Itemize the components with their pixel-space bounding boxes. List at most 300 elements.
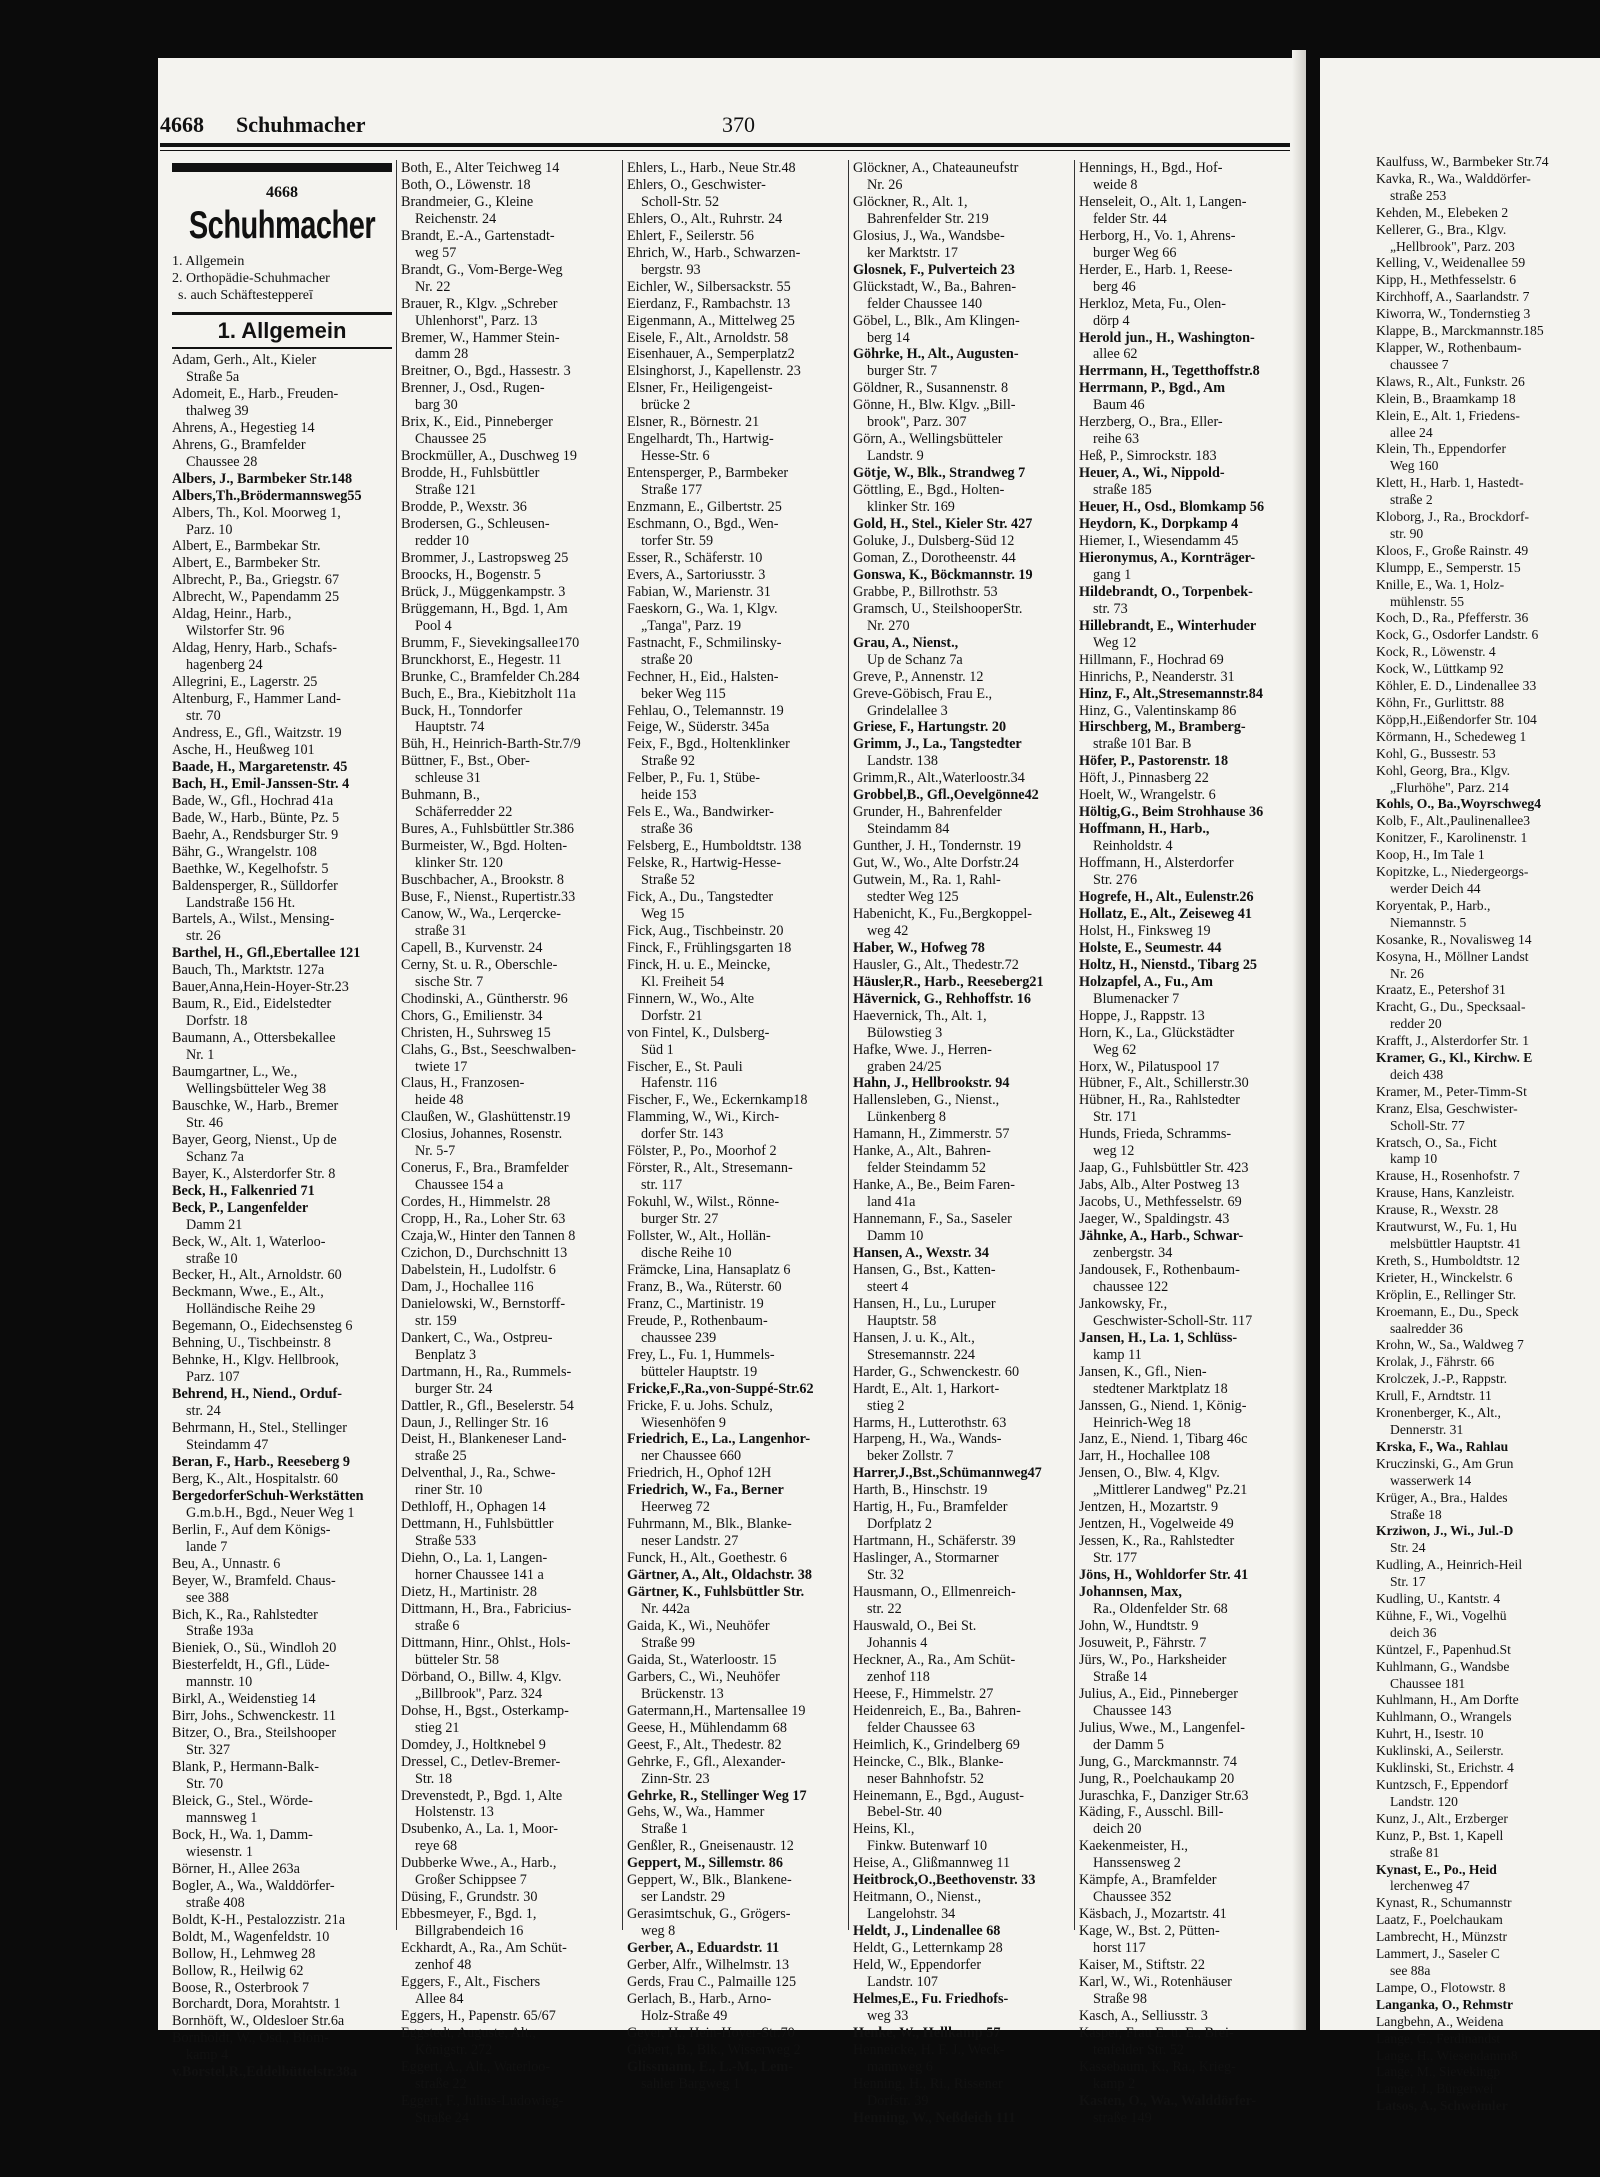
entry-continuation: Ra., Oldenfelder Str. 68 bbox=[1093, 1601, 1228, 1618]
entry-continuation: str. 70 bbox=[186, 708, 221, 725]
entry-continuation: „Hellbrook", Parz. 203 bbox=[1390, 238, 1515, 254]
entry-continuation: Straße 92 bbox=[641, 753, 695, 770]
directory-entry: Kosanke, R., Novalisweg 14 bbox=[1376, 931, 1532, 947]
directory-entry: Eschmann, O., Bgd., Wen- bbox=[627, 516, 779, 533]
directory-entry: Buhmann, B., bbox=[401, 787, 480, 804]
directory-entry: Dabelstein, H., Ludolfstr. 6 bbox=[401, 1261, 556, 1278]
entry-continuation: Str. 46 bbox=[186, 1114, 224, 1131]
entry-continuation: straße 20 bbox=[641, 651, 693, 668]
directory-entry: Andress, E., Gfl., Waitzstr. 19 bbox=[172, 724, 342, 741]
directory-entry: Kroemann, E., Du., Speck bbox=[1376, 1303, 1519, 1319]
directory-entry: Hävernick, G., Rehhoffstr. 16 bbox=[853, 990, 1031, 1007]
directory-entry: Ahrens, G., Bramfelder bbox=[172, 436, 306, 453]
directory-entry: Henke, W., Hellkamp 57 bbox=[853, 2024, 1001, 2041]
entry-continuation: klinker Str. 120 bbox=[415, 855, 503, 872]
directory-entry: Freude, P., Rothenbaum- bbox=[627, 1312, 768, 1329]
directory-entry: Gutwein, M., Ra. 1, Rahl- bbox=[853, 872, 1001, 889]
directory-entry: Herrmann, H., Tegetthoffstr.8 bbox=[1079, 363, 1260, 380]
directory-entry: Hollatz, E., Alt., Zeiseweg 41 bbox=[1079, 905, 1252, 922]
directory-entry: Fokuhl, W., Wilst., Rönne- bbox=[627, 1194, 780, 1211]
directory-entry: Baldensperger, R., Sülldorfer bbox=[172, 877, 338, 894]
directory-entry: Beck, W., Alt. 1, Waterloo- bbox=[172, 1233, 326, 1250]
directory-entry: Burmeister, W., Bgd. Holten- bbox=[401, 838, 568, 855]
directory-entry: Adomeit, E., Harb., Freuden- bbox=[172, 385, 339, 402]
entry-continuation: deich 20 bbox=[1093, 1821, 1142, 1838]
entry-continuation: Bülowstieg 3 bbox=[867, 1024, 943, 1041]
directory-entry: Bock, H., Wa. 1, Damm- bbox=[172, 1826, 313, 1843]
directory-entry: Kock, W., Lüttkamp 92 bbox=[1376, 661, 1504, 677]
directory-entry: Krause, R., Wexstr. 28 bbox=[1376, 1202, 1499, 1218]
directory-entry: Laatz, F., Poelchaukam bbox=[1376, 1912, 1503, 1928]
directory-entry: Büttner, F., Bst., Ober- bbox=[401, 753, 530, 770]
directory-entry: Friedrich, H., Ophof 12H bbox=[627, 1465, 772, 1482]
directory-entry: Kloborg, J., Ra., Brockdorf- bbox=[1376, 509, 1530, 525]
directory-entry: Enzmann, E., Gilbertstr. 25 bbox=[627, 499, 782, 516]
directory-entry: Köpp,H.,Eißendorfer Str. 104 bbox=[1376, 711, 1537, 727]
entry-continuation: Nr. 442a bbox=[641, 1601, 690, 1618]
entry-continuation: Niemannstr. 5 bbox=[1390, 914, 1467, 930]
entry-continuation: burger Str. 27 bbox=[641, 1211, 719, 1228]
directory-entry: Bartels, A., Wilst., Mensing- bbox=[172, 911, 335, 928]
directory-entry: Haevernick, Th., Alt. 1, bbox=[853, 1007, 987, 1024]
entry-continuation: str. 22 bbox=[867, 1601, 902, 1618]
entry-continuation: straße 149 bbox=[1093, 2109, 1152, 2126]
entry-continuation: mannsweg 1 bbox=[186, 1809, 258, 1826]
entry-continuation: brook", Parz. 307 bbox=[867, 414, 967, 431]
directory-entry: Glosius, J., Wa., Wandsbe- bbox=[853, 227, 1005, 244]
entry-continuation: Str. 24 bbox=[1390, 1540, 1426, 1556]
entry-continuation: beker Zollstr. 7 bbox=[867, 1448, 954, 1465]
entry-continuation: thalweg 39 bbox=[186, 402, 249, 419]
directory-entry: Göttling, E., Bgd., Holten- bbox=[853, 482, 1005, 499]
directory-entry: Dressel, C., Detlev-Bremer- bbox=[401, 1753, 561, 1770]
directory-entry: Dietz, H., Martinistr. 28 bbox=[401, 1584, 537, 1601]
directory-entry: Follster, W., Alt., Hollän- bbox=[627, 1228, 771, 1245]
entry-continuation: Straße 193a bbox=[186, 1623, 254, 1640]
directory-entry: Bach, H., Emil-Janssen-Str. 4 bbox=[172, 775, 350, 792]
entry-continuation: Stresemannstr. 224 bbox=[867, 1346, 975, 1363]
entry-continuation: Baum 46 bbox=[1093, 397, 1145, 414]
book-gutter bbox=[1306, 40, 1320, 2030]
directory-entry: Allegrini, E., Lagerstr. 25 bbox=[172, 674, 318, 691]
directory-entry: Kelling, V., Weidenallee 59 bbox=[1376, 255, 1526, 271]
directory-entry: Hirschberg, M., Bramberg- bbox=[1079, 719, 1246, 736]
entry-continuation: lande 7 bbox=[186, 1538, 228, 1555]
entry-continuation: Parz. 10 bbox=[186, 521, 233, 538]
entry-continuation: ser Landstr. 29 bbox=[641, 1889, 725, 1906]
directory-entry: Kynast, E., Po., Heid bbox=[1376, 1861, 1497, 1877]
directory-entry: Hillebrandt, E., Winterhuder bbox=[1079, 617, 1257, 634]
entry-continuation: Süd 1 bbox=[641, 1041, 674, 1058]
directory-entry: Kaulfuss, W., Barmbeker Str.74 bbox=[1376, 154, 1549, 169]
entry-continuation: bütteler Hauptstr. 19 bbox=[641, 1363, 758, 1380]
directory-entry: Jensen, O., Blw. 4, Klgv. bbox=[1079, 1465, 1220, 1482]
directory-entry: Bauschke, W., Harb., Bremer bbox=[172, 1097, 339, 1114]
directory-entry: BergedorferSchuh-Werkstätten bbox=[172, 1487, 364, 1504]
directory-entry: Fricke,F.,Ra.,von-Suppé-Str.62 bbox=[627, 1380, 814, 1397]
directory-entry: Brauer, R., Klgv. „Schreber bbox=[401, 295, 558, 312]
entry-continuation: Wellingsbütteler Weg 38 bbox=[186, 1080, 327, 1097]
directory-entry: Konitzer, F., Karolinenstr. 1 bbox=[1376, 830, 1528, 846]
directory-entry: Blank, P., Hermann-Balk- bbox=[172, 1759, 319, 1776]
directory-entry: Gonswa, K., Böckmannstr. 19 bbox=[853, 566, 1033, 583]
entry-continuation: see 388 bbox=[186, 1589, 229, 1606]
directory-entry: Heydorn, K., Dorpkamp 4 bbox=[1079, 516, 1239, 533]
directory-entry: Kuhlmann, O., Wrangels bbox=[1376, 1709, 1512, 1725]
directory-entry: Krautwurst, W., Fu. 1, Hu bbox=[1376, 1219, 1517, 1235]
directory-entry: Herborg, H., Vo. 1, Ahrens- bbox=[1079, 227, 1236, 244]
entry-continuation: Königstr. 272 bbox=[415, 2041, 493, 2058]
directory-entry: Hafke, Wwe. J., Herren- bbox=[853, 1041, 992, 1058]
directory-entry: Bogler, A., Wa., Walddörfer- bbox=[172, 1877, 335, 1894]
listing-column-2 bbox=[401, 160, 619, 2127]
entry-continuation: straße 101 Bar. B bbox=[1093, 736, 1192, 753]
directory-entry: Lange, H., Wiesendamm8 bbox=[1376, 2047, 1518, 2063]
entry-continuation: Finkw. Butenwarf 10 bbox=[867, 1838, 988, 1855]
directory-entry: Conerus, F., Bra., Bramfelder bbox=[401, 1160, 569, 1177]
directory-entry: Harth, B., Hinschstr. 19 bbox=[853, 1482, 988, 1499]
directory-entry: Gerber, A., Eduardstr. 11 bbox=[627, 1940, 780, 1957]
entry-continuation: zenbergstr. 34 bbox=[1093, 1245, 1173, 1261]
directory-entry: Buse, F., Nienst., Rupertistr.33 bbox=[401, 888, 576, 905]
directory-entry: Bayer, K., Alsterdorfer Str. 8 bbox=[172, 1165, 336, 1182]
header-word: Schuhmacher bbox=[236, 112, 366, 137]
directory-entry: Lange, C., Ferdinandst bbox=[1376, 2030, 1501, 2046]
directory-entry: Kraatz, E., Petershof 31 bbox=[1376, 982, 1506, 998]
directory-entry: Giebert, B., Blk., Wisserweg 2 bbox=[627, 2041, 801, 2058]
entry-continuation: Chaussee 28 bbox=[186, 453, 258, 470]
directory-entry: Hartmann, H., Schäferstr. 39 bbox=[853, 1533, 1016, 1550]
directory-entry: Hanke, A., Be., Beim Faren- bbox=[853, 1177, 1015, 1194]
entry-continuation: Scholl-Str. 52 bbox=[641, 193, 720, 210]
entry-continuation: Str. 177 bbox=[1093, 1550, 1138, 1567]
entry-continuation: brücke 2 bbox=[641, 397, 691, 414]
directory-entry: Geppert, M., Sillemstr. 86 bbox=[627, 1855, 783, 1872]
directory-entry: Delventhal, J., Ra., Schwe- bbox=[401, 1465, 556, 1482]
directory-entry: Krafft, J., Alsterdorfer Str. 1 bbox=[1376, 1033, 1530, 1049]
entry-continuation: Parz. 107 bbox=[186, 1369, 240, 1386]
directory-entry: Hinrichs, P., Neanderstr. 31 bbox=[1079, 668, 1235, 685]
entry-continuation: str. 90 bbox=[1390, 525, 1424, 541]
entry-continuation: weg 42 bbox=[867, 922, 909, 939]
directory-entry: Brunckhorst, E., Hegestr. 11 bbox=[401, 651, 562, 668]
directory-entry: Horn, K., La., Glückstädter bbox=[1079, 1024, 1235, 1041]
directory-entry: Glückstadt, W., Ba., Bahren- bbox=[853, 278, 1017, 295]
directory-entry: Faeskorn, G., Wa. 1, Klgv. bbox=[627, 600, 778, 617]
directory-entry: Harpeng, H., Wa., Wands- bbox=[853, 1431, 1002, 1448]
directory-entry: Griese, F., Hartungstr. 20 bbox=[853, 719, 1007, 736]
directory-entry: Frey, L., Fu. 1, Hummels- bbox=[627, 1346, 775, 1363]
directory-entry: Jansen, H., La. 1, Schlüss- bbox=[1079, 1329, 1238, 1346]
directory-entry: Latsos, A., Schweimler bbox=[1376, 2098, 1508, 2114]
directory-entry: Kuhlmann, G., Wandsbe bbox=[1376, 1658, 1510, 1674]
directory-entry: Drevenstedt, P., Bgd. 1, Alte bbox=[401, 1787, 563, 1804]
directory-entry: Bich, K., Ra., Rahlstedter bbox=[172, 1606, 318, 1623]
header-rule-thick bbox=[160, 143, 1290, 147]
directory-entry: Hogrefe, H., Alt., Eulenstr.26 bbox=[1079, 888, 1254, 905]
entry-continuation: heide 153 bbox=[641, 787, 697, 804]
directory-entry: Haslinger, A., Stormarner bbox=[853, 1550, 999, 1567]
directory-entry: Altenburg, F., Hammer Land- bbox=[172, 691, 341, 708]
directory-entry: Bieniek, O., Sü., Windloh 20 bbox=[172, 1640, 337, 1657]
directory-entry: Hillmann, F., Hochrad 69 bbox=[1079, 651, 1224, 668]
directory-entry: Genßler, R., Gneisenaustr. 12 bbox=[627, 1838, 794, 1855]
directory-entry: Beckmann, Wwe., E., Alt., bbox=[172, 1284, 324, 1301]
entry-continuation: felder Steindamm 52 bbox=[867, 1160, 986, 1177]
entry-continuation: Landstr. 138 bbox=[867, 753, 938, 770]
directory-entry: Hennings, H., Bgd., Hof- bbox=[1079, 160, 1223, 176]
entry-continuation: twiete 17 bbox=[415, 1058, 468, 1075]
directory-entry: Biesterfeldt, H., Gfl., Lüde- bbox=[172, 1657, 330, 1674]
directory-entry: Jentzen, H., Vogelweide 49 bbox=[1079, 1516, 1234, 1533]
entry-continuation: „Flurhöhe", Parz. 214 bbox=[1390, 779, 1509, 795]
entry-continuation: Up de Schanz 7a bbox=[867, 651, 963, 668]
directory-entry: Kuklinski, A., Seilerstr. bbox=[1376, 1743, 1504, 1759]
directory-entry: Eckhardt, A., Ra., Am Schüt- bbox=[401, 1940, 567, 1957]
directory-entry: Hansen, H., Lu., Luruper bbox=[853, 1295, 996, 1312]
entry-continuation: str. 24 bbox=[186, 1403, 221, 1420]
entry-continuation: berg 14 bbox=[867, 329, 910, 346]
column-divider bbox=[1074, 160, 1075, 1930]
entry-continuation: Chaussee 352 bbox=[1093, 1889, 1172, 1906]
directory-entry: Claus, H., Franzosen- bbox=[401, 1075, 525, 1092]
entry-continuation: Weg 160 bbox=[1390, 458, 1439, 474]
entry-continuation: Bebel-Str. 40 bbox=[867, 1804, 942, 1821]
entry-continuation: horst 117 bbox=[1093, 1940, 1146, 1957]
directory-entry: Jähnke, A., Harb., Schwar- bbox=[1079, 1228, 1244, 1245]
directory-entry: Breitner, O., Bgd., Hassestr. 3 bbox=[401, 363, 571, 380]
directory-entry: Danielowski, W., Bernstorff- bbox=[401, 1295, 566, 1312]
directory-entry: Kock, R., Löwenstr. 4 bbox=[1376, 644, 1496, 660]
entry-continuation: Benplatz 3 bbox=[415, 1346, 477, 1363]
directory-entry: Cerny, St. u. R., Oberschle- bbox=[401, 956, 558, 973]
entry-continuation: Chaussee 143 bbox=[1093, 1702, 1172, 1719]
entry-continuation: redder 20 bbox=[1390, 1016, 1442, 1032]
directory-entry: Felber, P., Fu. 1, Stübe- bbox=[627, 770, 761, 787]
directory-entry: Janz, E., Niend. 1, Tibarg 46c bbox=[1079, 1431, 1248, 1448]
entry-continuation: ner Chaussee 660 bbox=[641, 1448, 742, 1465]
directory-entry: Krska, F., Wa., Rahlau bbox=[1376, 1438, 1509, 1454]
directory-entry: Canow, W., Wa., Lerqercke- bbox=[401, 905, 561, 922]
directory-entry: Holtz, H., Nienstd., Tibarg 25 bbox=[1079, 956, 1258, 973]
directory-entry: Hanke, A., Alt., Bahren- bbox=[853, 1143, 991, 1160]
book-gutter-shade bbox=[1292, 50, 1306, 2030]
entry-continuation: Landstr. 107 bbox=[867, 1973, 938, 1990]
directory-entry: Dörband, O., Billw. 4, Klgv. bbox=[401, 1668, 562, 1685]
entry-continuation: G.m.b.H., Bgd., Neuer Weg 1 bbox=[186, 1504, 355, 1521]
directory-entry: Kellerer, G., Bra., Klgv. bbox=[1376, 221, 1507, 237]
directory-entry: Jaeger, W., Spaldingstr. 43 bbox=[1079, 1211, 1230, 1228]
directory-entry: Fehlau, O., Telemannstr. 19 bbox=[627, 702, 784, 719]
directory-entry: Helmes,E., Fu. Friedhofs- bbox=[853, 1990, 1009, 2007]
directory-entry: Grimm, J., La., Tangstedter bbox=[853, 736, 1022, 753]
entry-continuation: Straße 1 bbox=[641, 1821, 688, 1838]
directory-entry: Finck, F., Frühlingsgarten 18 bbox=[627, 939, 792, 956]
directory-entry: Albrecht, P., Ba., Griegstr. 67 bbox=[172, 572, 340, 589]
entry-continuation: Straße 99 bbox=[641, 1634, 695, 1651]
directory-entry: Holst, H., Finksweg 19 bbox=[1079, 922, 1211, 939]
directory-entry: Beyer, W., Bramfeld. Chaus- bbox=[172, 1572, 336, 1589]
directory-entry: Geest, F., Alt., Thedestr. 82 bbox=[627, 1736, 782, 1753]
entry-continuation: damm 28 bbox=[415, 346, 469, 363]
listing-column-1 bbox=[172, 352, 392, 2081]
entry-continuation: Str. 171 bbox=[1093, 1109, 1138, 1126]
directory-entry: Baade, H., Margaretenstr. 45 bbox=[172, 758, 348, 775]
entry-continuation: klinker Str. 169 bbox=[867, 499, 955, 516]
scan-border-top bbox=[0, 0, 1600, 58]
directory-entry: Göldner, R., Susannenstr. 8 bbox=[853, 380, 1009, 397]
entry-continuation: sahler Bargweg 1 bbox=[641, 2075, 741, 2092]
entry-continuation: Scholl-Str. 77 bbox=[1390, 1117, 1465, 1133]
directory-entry: Jürs, W., Po., Harksheider bbox=[1079, 1651, 1227, 1668]
directory-entry: Jöns, H., Wohldorfer Str. 41 bbox=[1079, 1567, 1249, 1584]
entry-continuation: mannweg 6 bbox=[867, 2058, 933, 2075]
directory-entry: Käsbach, J., Mozartstr. 41 bbox=[1079, 1906, 1227, 1923]
directory-entry: Herzberg, O., Bra., Eller- bbox=[1079, 414, 1223, 431]
directory-entry: Lammert, J., Saseler C bbox=[1376, 1946, 1500, 1962]
directory-entry: Fischer, E., St. Pauli bbox=[627, 1058, 743, 1075]
directory-entry: Hildebrandt, O., Torpenbek- bbox=[1079, 583, 1253, 600]
directory-entry: Hansen, J. u. K., Alt., bbox=[853, 1329, 975, 1346]
directory-entry: Gehs, W., Wa., Hammer bbox=[627, 1804, 765, 1821]
directory-entry: Fels E., Wa., Bandwirker- bbox=[627, 804, 774, 821]
directory-entry: Chors, G., Emilienstr. 34 bbox=[401, 1007, 543, 1024]
directory-entry: Hinz, G., Valentinskamp 86 bbox=[1079, 702, 1237, 719]
directory-entry: Berlin, F., Auf dem Königs- bbox=[172, 1521, 331, 1538]
directory-entry: Gerds, Frau C., Palmaille 125 bbox=[627, 1973, 797, 1990]
directory-entry: Kohl, G., Bussestr. 53 bbox=[1376, 745, 1496, 761]
directory-entry: Boose, R., Osterbrook 7 bbox=[172, 1979, 310, 1996]
directory-entry: Johannsen, Max, bbox=[1079, 1584, 1182, 1601]
directory-entry: Bollow, R., Heilwig 62 bbox=[172, 1962, 304, 1979]
directory-entry: Heidenreich, E., Ba., Bahren- bbox=[853, 1702, 1021, 1719]
entry-continuation: Straße 177 bbox=[641, 482, 703, 499]
entry-continuation: Wilstorfer Str. 96 bbox=[186, 623, 285, 640]
entry-continuation: tenfelder Str. 52 bbox=[1093, 2041, 1185, 2058]
directory-entry: Bauer,Anna,Hein-Hoyer-Str.23 bbox=[172, 979, 349, 996]
directory-entry: Bleick, G., Stel., Wörde- bbox=[172, 1793, 313, 1810]
directory-entry: Klein, Th., Eppendorfer bbox=[1376, 441, 1506, 457]
directory-entry: Dankert, C., Wa., Ostpreu- bbox=[401, 1329, 553, 1346]
directory-entry: Glöckner, A., Chateauneufstr bbox=[853, 160, 1019, 176]
entry-continuation: lerchenweg 47 bbox=[1390, 1878, 1470, 1894]
directory-entry: Krohn, W., Sa., Waldweg 7 bbox=[1376, 1337, 1524, 1353]
directory-entry: Eigenmann, A., Mittelweg 25 bbox=[627, 312, 795, 329]
directory-entry: Fastnacht, F., Schmilinsky- bbox=[627, 634, 782, 651]
entry-continuation: Hanssensweg 2 bbox=[1093, 1855, 1181, 1872]
directory-entry: Fricke, F. u. Johs. Schulz, bbox=[627, 1397, 773, 1414]
entry-continuation: „Billbrook", Parz. 324 bbox=[415, 1685, 543, 1702]
entry-continuation: gang 1 bbox=[1093, 566, 1132, 583]
directory-entry: Kasch, A., Selliusstr. 3 bbox=[1079, 2007, 1208, 2024]
directory-entry: Kratsch, O., Sa., Ficht bbox=[1376, 1134, 1497, 1150]
listing-column-5 bbox=[1079, 160, 1291, 2127]
entry-continuation: Weg 12 bbox=[1093, 634, 1137, 651]
directory-entry: Gärtner, K., Fuhlsbüttler Str. bbox=[627, 1584, 805, 1601]
directory-entry: Albert, E., Barmbekar Str. bbox=[172, 538, 321, 555]
entry-continuation: straße 2 bbox=[1390, 492, 1433, 508]
directory-entry: v.Borstel,R.,Eddelbüttelstr.38a bbox=[172, 2064, 358, 2081]
directory-entry: Broocks, H., Bogenstr. 5 bbox=[401, 566, 541, 583]
entry-continuation: str. 26 bbox=[186, 928, 221, 945]
directory-entry: Kuhrt, H., Isestr. 10 bbox=[1376, 1726, 1484, 1742]
directory-entry: Heinemann, E., Bgd., August- bbox=[853, 1787, 1025, 1804]
directory-entry: Brandt, E.-A., Gartenstadt- bbox=[401, 227, 555, 244]
directory-entry: Beu, A., Unnastr. 6 bbox=[172, 1555, 281, 1572]
entry-continuation: riner Str. 10 bbox=[415, 1482, 483, 1499]
entry-continuation: chaussee 239 bbox=[641, 1329, 717, 1346]
directory-entry: Deist, H., Blankeneser Land- bbox=[401, 1431, 567, 1448]
directory-entry: Hansen, G., Bst., Katten- bbox=[853, 1261, 996, 1278]
directory-entry: Bauch, Th., Marktstr. 127a bbox=[172, 962, 325, 979]
entry-continuation: Wiesenhöfen 9 bbox=[641, 1414, 726, 1431]
directory-entry: Greve, P., Annenstr. 12 bbox=[853, 668, 984, 685]
directory-entry: Kasper, Frau E. u. E., Brei- bbox=[1079, 2024, 1234, 2041]
directory-entry: Dartmann, H., Ra., Rummels- bbox=[401, 1363, 572, 1380]
directory-entry: Heimlich, K., Grindelberg 69 bbox=[853, 1736, 1020, 1753]
directory-entry: Ebbesmeyer, F., Bgd. 1, bbox=[401, 1906, 537, 1923]
directory-entry: Heldt, G., Letternkamp 28 bbox=[853, 1940, 1003, 1957]
directory-entry: Brenner, J., Osd., Rugen- bbox=[401, 380, 545, 397]
directory-entry: Harms, H., Lutterothstr. 63 bbox=[853, 1414, 1007, 1431]
directory-entry: Baum, R., Eid., Eidelstedter bbox=[172, 996, 332, 1013]
entry-continuation: neser Landstr. 27 bbox=[641, 1533, 739, 1550]
directory-entry: Cropp, H., Ra., Loher Str. 63 bbox=[401, 1211, 566, 1228]
directory-entry: Ehrich, W., Harb., Schwarzen- bbox=[627, 244, 801, 261]
directory-entry: Brodde, H., Fuhlsbüttler bbox=[401, 465, 540, 482]
directory-entry: Glissmann, E., L.-M., Lem- bbox=[627, 2058, 793, 2075]
directory-entry: Kaekenmeister, H., bbox=[1079, 1838, 1188, 1855]
directory-entry: Friedrich, E., La., Langenhor- bbox=[627, 1431, 811, 1448]
directory-entry: Albrecht, W., Papendamm 25 bbox=[172, 589, 340, 606]
directory-entry: Kühne, F., Wi., Vogelhü bbox=[1376, 1607, 1507, 1623]
subsection-heading: 1. Allgemein bbox=[172, 312, 392, 349]
directory-entry: Domdey, J., Holtknebel 9 bbox=[401, 1736, 546, 1753]
directory-entry: Buck, H., Tonndorfer bbox=[401, 702, 523, 719]
entry-continuation: der Damm 5 bbox=[1093, 1736, 1164, 1753]
entry-continuation: ker Marktstr. 17 bbox=[867, 244, 959, 261]
entry-continuation: berg 46 bbox=[1093, 278, 1136, 295]
directory-entry: Felske, R., Hartwig-Hesse- bbox=[627, 855, 782, 872]
directory-entry: Fölster, P., Po., Moorhof 2 bbox=[627, 1143, 777, 1160]
directory-entry: Albers, J., Barmbeker Str.148 bbox=[172, 470, 353, 487]
directory-entry: Glosnek, F., Pulverteich 23 bbox=[853, 261, 1015, 278]
directory-entry: Esser, R., Schäferstr. 10 bbox=[627, 549, 763, 566]
directory-entry: Aldag, Henry, Harb., Schafs- bbox=[172, 640, 337, 657]
header-code: 4668 bbox=[160, 112, 204, 137]
entry-continuation: Dennerstr. 31 bbox=[1390, 1421, 1464, 1437]
directory-entry: Barthel, H., Gfl.,Ebertallee 121 bbox=[172, 945, 361, 962]
directory-entry: Julius, A., Eid., Pinneberger bbox=[1079, 1685, 1238, 1702]
entry-continuation: Geschwister-Scholl-Str. 117 bbox=[1093, 1312, 1253, 1329]
directory-entry: Brandt, G., Vom-Berge-Weg bbox=[401, 261, 563, 278]
entry-continuation: Chaussee 154 a bbox=[415, 1177, 504, 1194]
directory-entry: Geppert, W., Blk., Blankene- bbox=[627, 1872, 792, 1889]
directory-entry: Heese, F., Himmelstr. 27 bbox=[853, 1685, 994, 1702]
directory-entry: Albers,Th.,Brödermannsweg55 bbox=[172, 487, 362, 504]
directory-entry: Krieter, H., Winckelstr. 6 bbox=[1376, 1269, 1513, 1285]
directory-entry: Horx, W., Pilatuspool 17 bbox=[1079, 1058, 1220, 1075]
entry-continuation: Dorfstr. 18 bbox=[186, 1013, 248, 1030]
directory-entry: Gerasimtschuk, G., Grögers- bbox=[627, 1906, 791, 1923]
directory-entry: Kranz, Elsa, Geschwister- bbox=[1376, 1100, 1518, 1116]
entry-continuation: reye 68 bbox=[415, 1838, 458, 1855]
directory-entry: Kasten, O., Wa., Walddörfer- bbox=[1079, 2092, 1257, 2109]
directory-entry: Bade, W., Harb., Bünte, Pz. 5 bbox=[172, 809, 340, 826]
directory-entry: Kronenberger, K., Alt., bbox=[1376, 1405, 1501, 1421]
entry-continuation: reihe 63 bbox=[1093, 431, 1140, 448]
directory-entry: Bornhöft, W., Oldesloer Str.6a bbox=[172, 2013, 345, 2030]
